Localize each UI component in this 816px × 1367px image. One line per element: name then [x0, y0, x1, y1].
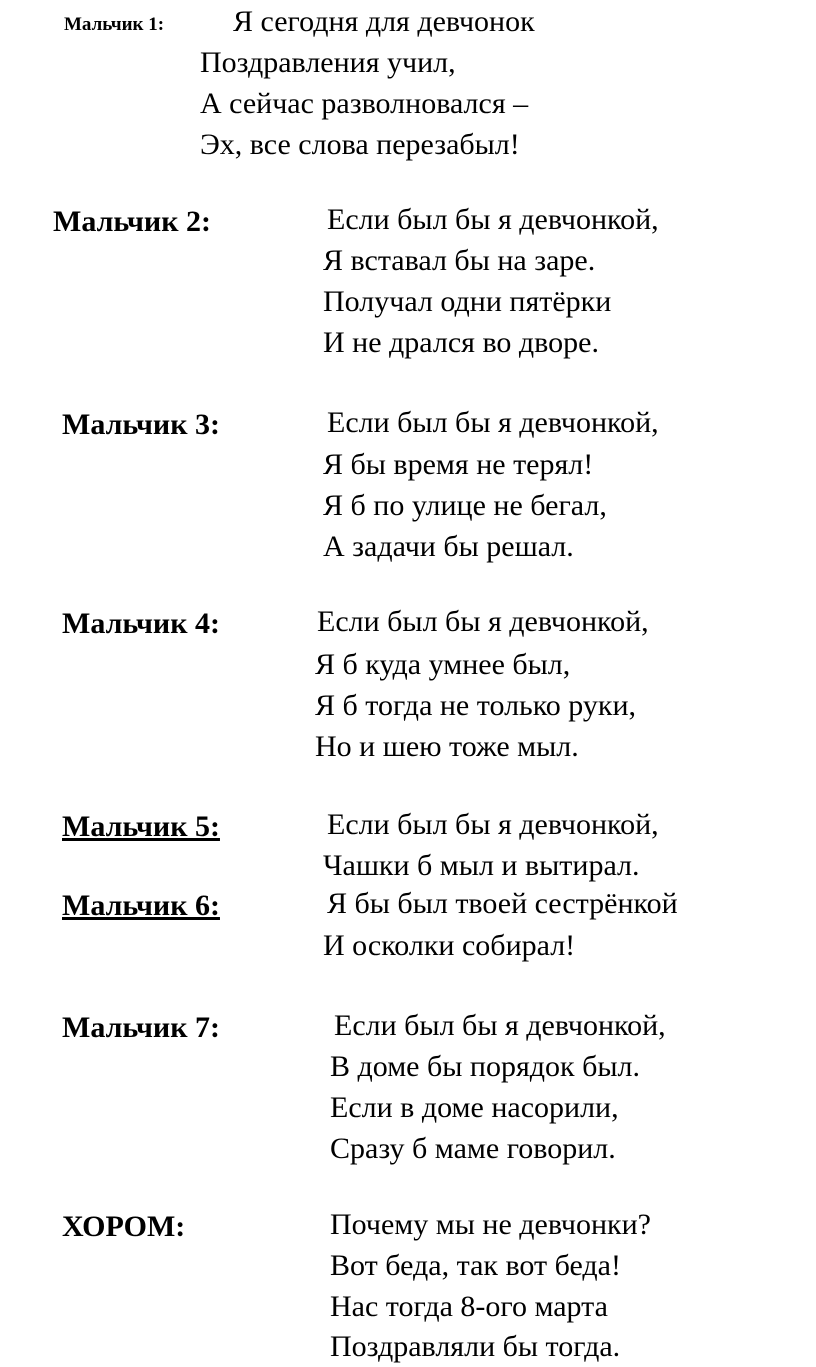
stanza-3-line-4: А задачи бы решал.	[323, 530, 574, 563]
stanza-1-line-1: Я сегодня для девчонок	[233, 5, 535, 38]
stanza-5-line-1: Если был бы я девчонкой,	[327, 808, 659, 841]
stanza-4-line-3: Я б тогда не только руки,	[315, 689, 637, 722]
stanza-7-line-1: Если был бы я девчонкой,	[334, 1009, 666, 1042]
stanza-3-line-3: Я б по улице не бегал,	[323, 489, 607, 522]
stanza-2-line-4: И не дрался во дворе.	[323, 326, 599, 359]
speaker-label-2: Мальчик 2:	[53, 205, 211, 238]
stanza-2-line-2: Я вставал бы на заре.	[323, 244, 596, 277]
speaker-label-6: Мальчик 6:	[62, 889, 220, 922]
stanza-5-line-2: Чашки б мыл и вытирал.	[323, 849, 640, 882]
stanza-6-line-2: И осколки собирал!	[323, 929, 576, 962]
stanza-7-line-3: Если в доме насорили,	[330, 1091, 619, 1124]
speaker-label-4: Мальчик 4:	[62, 607, 220, 640]
stanza-8-line-2: Вот беда, так вот беда!	[330, 1249, 621, 1282]
stanza-3-line-1: Если был бы я девчонкой,	[327, 406, 659, 439]
stanza-1-line-2: Поздравления учил,	[200, 46, 456, 79]
stanza-4-line-2: Я б куда умнее был,	[315, 648, 571, 681]
stanza-6-line-1: Я бы был твоей сестрёнкой	[327, 887, 678, 920]
speaker-label-3: Мальчик 3:	[62, 408, 220, 441]
stanza-2-line-3: Получал одни пятёрки	[323, 285, 612, 318]
stanza-7-line-2: В доме бы порядок был.	[330, 1050, 641, 1083]
speaker-label-chorus: ХОРОМ:	[62, 1210, 186, 1243]
stanza-3-line-2: Я бы время не терял!	[323, 448, 594, 481]
stanza-8-line-3: Нас тогда 8-ого марта	[330, 1290, 608, 1323]
stanza-4-line-4: Но и шею тоже мыл.	[315, 730, 579, 763]
stanza-7-line-4: Сразу б маме говорил.	[330, 1132, 616, 1165]
stanza-1-line-4: Эх, все слова перезабыл!	[200, 128, 520, 161]
stanza-4-line-1: Если был бы я девчонкой,	[317, 605, 649, 638]
speaker-label-5: Мальчик 5:	[62, 810, 220, 843]
stanza-2-line-1: Если был бы я девчонкой,	[327, 203, 659, 236]
stanza-8-line-1: Почему мы не девчонки?	[330, 1208, 651, 1241]
speaker-label-1: Мальчик 1:	[64, 14, 165, 35]
stanza-1-line-3: А сейчас разволновался –	[200, 87, 529, 120]
speaker-label-7: Мальчик 7:	[62, 1011, 220, 1044]
stanza-8-line-4: Поздравляли бы тогда.	[330, 1330, 621, 1363]
